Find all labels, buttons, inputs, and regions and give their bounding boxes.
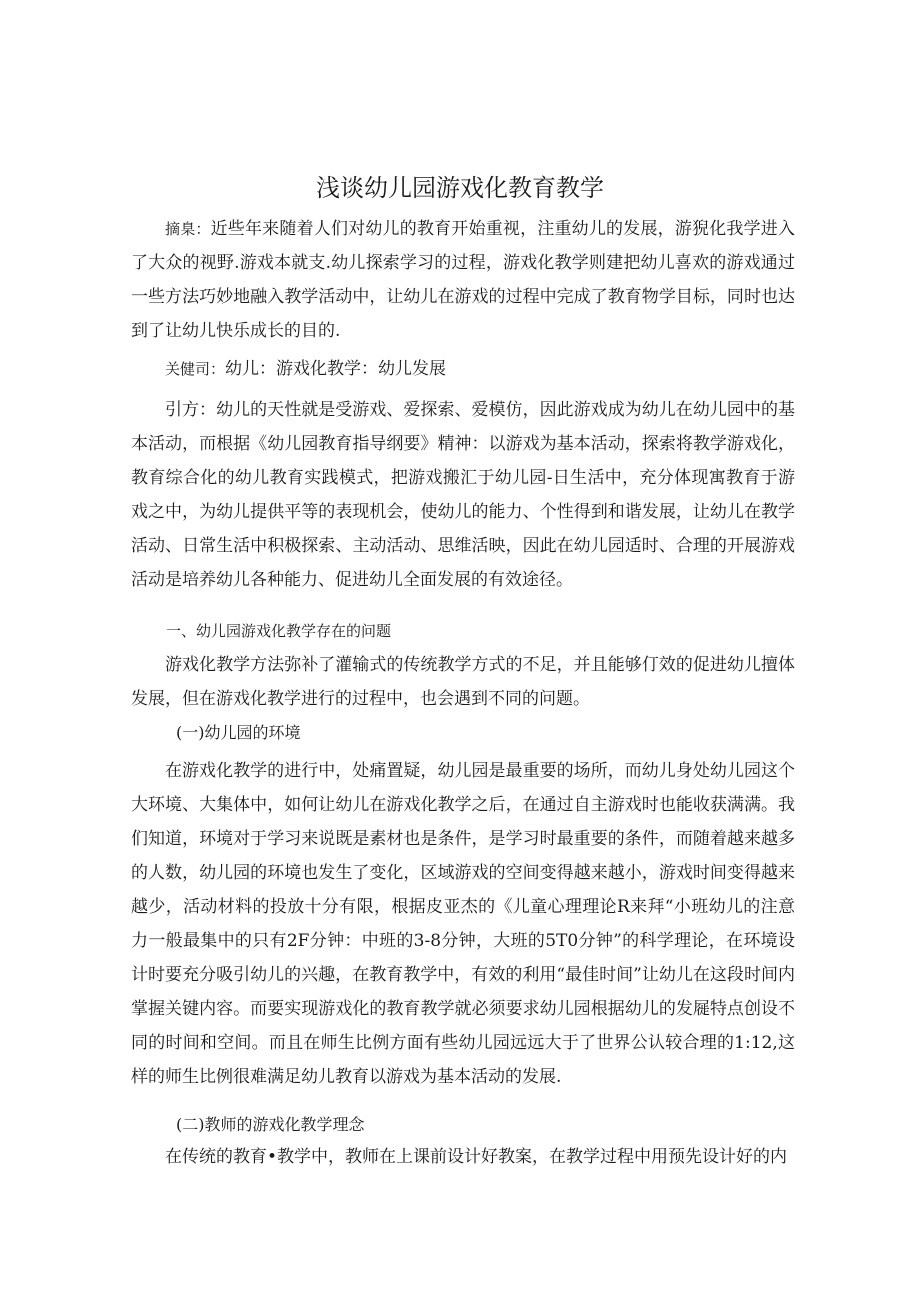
abstract-text: 近些年来随着人们对幼儿的教育开始重视，注重幼儿的发展，游猊化我学进入了大众的视野.游戏本就支.幼儿探索学习的过程，游戏化教学则建把幼儿喜欢的游戏通过一些方法巧妙地融入教学活动中，让幼儿在游戏的过程中完成了教育物学目标，同时也达到了让幼儿快乐成长的目的. <box>131 219 795 341</box>
abstract-paragraph <box>131 212 795 348</box>
abstract-label: 摘臬： <box>165 220 211 238</box>
document-title: 浅谈幼儿园游戏化教育教学 <box>316 174 604 202</box>
intro-paragraph: 引方：幼儿的天性就是受游戏、爱探索、爱模仿，因此游戏成为幼儿在幼儿园中的基本活动，而根据《幼儿园教育指导纲要》精神：以游戏为基本活动，探索将教学游戏化，教育综合化的幼儿教育实践模式，把游戏搬汇于幼儿园-日生活中，充分体现寓教育于游戏之中，为幼儿提供平等的表现机会，使幼儿的能力、个性得到和谐发展，让幼儿在教学活动、日常生活中积极探索、主动活动、思维活映，因此在幼儿园适时、合理的开展游戏活动是培养幼儿各种能力、促进幼儿全面发展的有效途径。 <box>131 400 795 590</box>
subsection1-paragraph: 在游戏化教学的进行中，处痛置疑，幼儿园是最重要的场所，而幼儿身处幼儿园这个大环境、大集体中，如何让幼儿在游戏化教学之后，在通过自主游戏时也能收获满满。我们知道，环境对于学习来说既是素材也是条件，是学习时最重要的条件，而随着越来越多的人数，幼儿园的环境也发生了变化，区域游戏的空间变得越来越小，游戏时间变得越来越少，活动材料的投放十分有限，根据皮亚杰的《儿童心理理论R来拜“小班幼儿的注意力一般最集中的只有2F分钟：中班的3-8分钟，大班的5T0分钟”的科学理论，在环境设计时要充分吸引幼儿的兴趣，在教育教学中，有效的利用“最佳时间”让幼儿在这段时间内掌握关键内容。而要实现游戏化的教育教学就必须要求幼儿园根据幼儿的发屣特点创设不同的时间和空间。而且在师生比例方面有些幼儿园远远大于了世界公认较合理的1:12,这样的师生比例很难满足幼儿教育以游戏为基本活动的发展. <box>131 761 795 1087</box>
keywords-label: 关健司： <box>165 360 226 378</box>
keywords-paragraph <box>131 352 795 386</box>
subsection2-paragraph: 在传统的教育•教学中，教师在上课前设计好教案，在教学过程中用预先设计好的内 <box>165 1147 788 1167</box>
section1-paragraph: 游戏化教学方法弥补了灌输式的传统教学方式的不足，并且能够仃效的促进幼儿擅体发展，但在游戏化教学进行的过程中，也会遇到不同的问题。 <box>131 655 795 709</box>
subsection-heading-1: (一)幼儿园的环境 <box>176 723 301 742</box>
keywords-text: 幼儿：游戏化教学：幼儿发展 <box>225 359 447 379</box>
section-heading-1: 一、幼儿园游戏化教学存在的问题 <box>166 622 392 640</box>
subsection-heading-2: (二)教师的游戏化教学理念 <box>176 1115 365 1134</box>
